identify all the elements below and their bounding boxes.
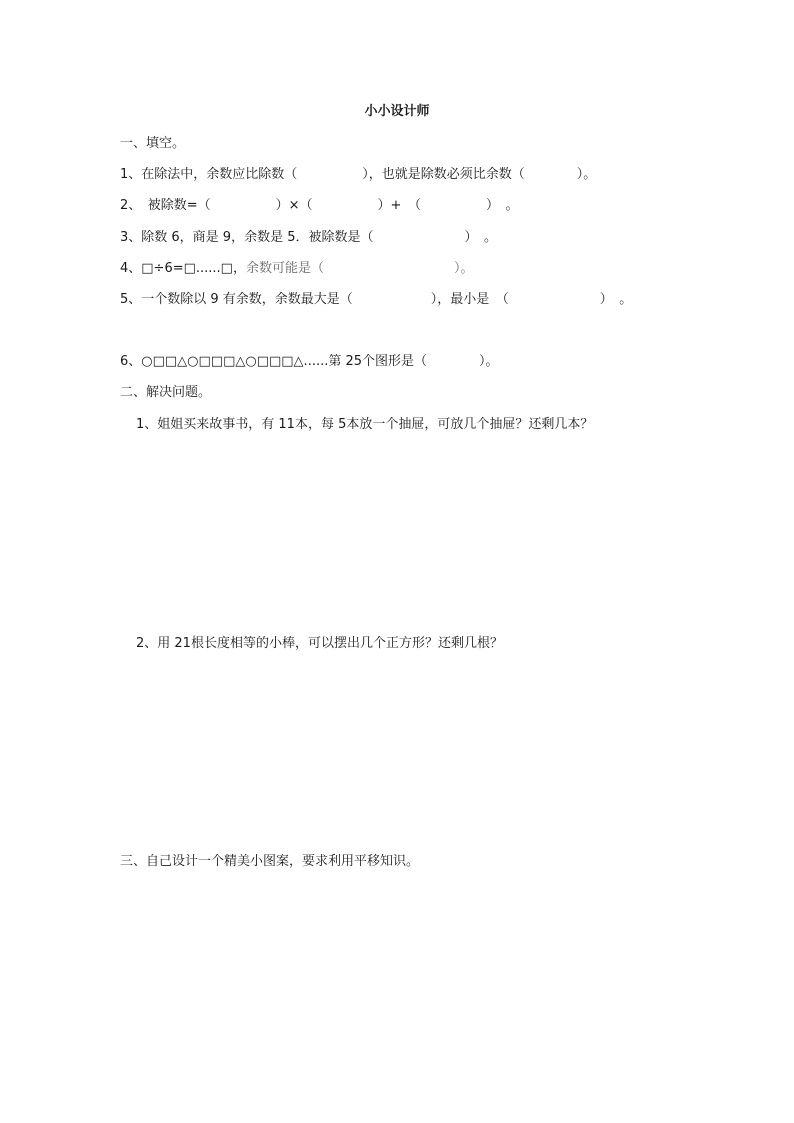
- question-4: [120, 261, 474, 277]
- question-4-main: 4、□÷6=□......□，: [120, 261, 246, 276]
- question-3: 3、除数 6，商是 9，余数是 5．被除数是（ ） 。: [120, 230, 497, 245]
- page-title: 小小设计师: [364, 104, 430, 119]
- problem-2: 2、用 21根长度相等的小棒，可以摆出几个正方形？还剩几根？: [136, 636, 503, 651]
- question-6: 6、○□□△○□□□△○□□□△......第 25个图形是（ ）。: [120, 354, 499, 369]
- question-4-remainder: 余数可能是（ ）。: [245, 261, 474, 276]
- question-2: 2、 被除数=（ ）×（ ）+ （ ） 。: [120, 198, 519, 213]
- section-1-heading: 一、填空。: [120, 136, 186, 151]
- section-3-heading: 三、自己设计一个精美小图案，要求利用平移知识。: [120, 854, 420, 869]
- question-1: 1、在除法中，余数应比除数（ ），也就是除数必须比余数（ ）。: [120, 167, 597, 182]
- section-2-heading: 二、解决问题。: [120, 385, 212, 400]
- problem-1: 1、姐姐买来故事书，有 11本，每 5本放一个抽屉，可放几个抽屉？还剩几本？: [136, 417, 594, 432]
- question-5: 5、一个数除以 9 有余数，余数最大是（ ），最小是 （ ） 。: [120, 292, 633, 307]
